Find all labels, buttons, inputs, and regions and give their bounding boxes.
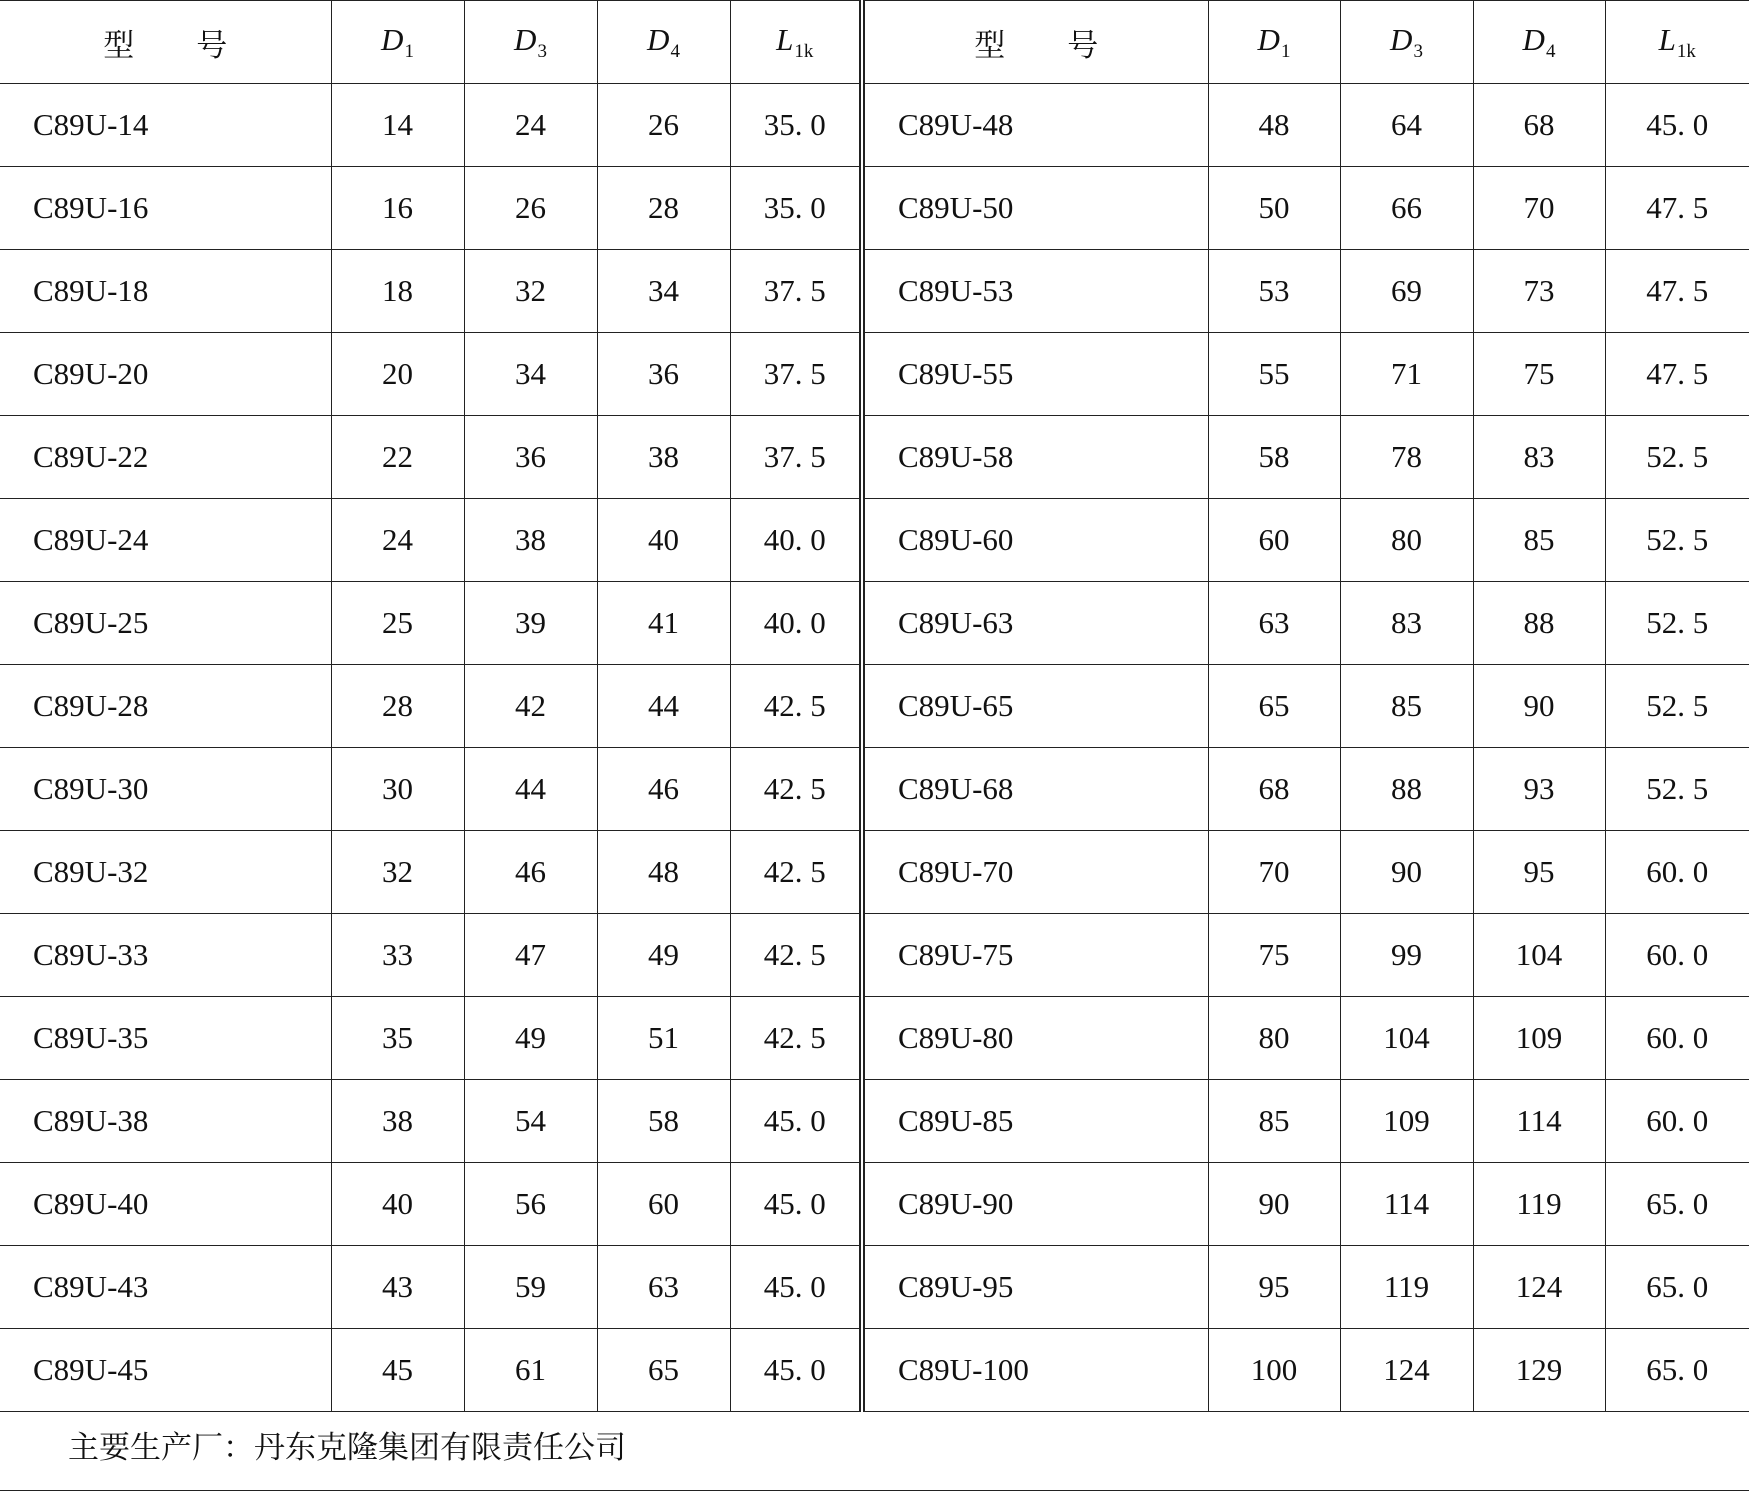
left-d3-cell: 36 bbox=[464, 416, 597, 499]
left-l1k-cell: 42. 5 bbox=[730, 665, 862, 748]
right-l1k-cell: 52. 5 bbox=[1605, 499, 1749, 582]
table-row bbox=[0, 416, 1749, 499]
right-d3-cell: 66 bbox=[1340, 167, 1473, 250]
left-d1-cell: 20 bbox=[331, 333, 464, 416]
table-row bbox=[0, 1163, 1749, 1246]
left-model-cell: C89U-16 bbox=[0, 167, 331, 250]
right-l1k-cell: 47. 5 bbox=[1605, 333, 1749, 416]
right-d1-cell: 90 bbox=[1208, 1163, 1340, 1246]
right-l1k-cell: 45. 0 bbox=[1605, 84, 1749, 167]
table-row bbox=[0, 582, 1749, 665]
right-model-cell: C89U-95 bbox=[862, 1246, 1208, 1329]
left-l1k-cell: 45. 0 bbox=[730, 1246, 862, 1329]
right-l1k-cell: 65. 0 bbox=[1605, 1329, 1749, 1412]
header-model-left: 型 号 bbox=[0, 1, 331, 84]
left-d1-cell: 18 bbox=[331, 250, 464, 333]
table-row bbox=[0, 997, 1749, 1080]
left-model-cell: C89U-40 bbox=[0, 1163, 331, 1246]
right-model-cell: C89U-85 bbox=[862, 1080, 1208, 1163]
right-d3-cell: 119 bbox=[1340, 1246, 1473, 1329]
header-d1-left: $D_1$ bbox=[331, 1, 464, 84]
left-d1-cell: 40 bbox=[331, 1163, 464, 1246]
table-row bbox=[0, 1080, 1749, 1163]
right-l1k-cell: 52. 5 bbox=[1605, 582, 1749, 665]
right-model-cell: C89U-65 bbox=[862, 665, 1208, 748]
right-model-cell: C89U-58 bbox=[862, 416, 1208, 499]
right-l1k-cell: 47. 5 bbox=[1605, 167, 1749, 250]
left-d1-cell: 38 bbox=[331, 1080, 464, 1163]
left-d1-cell: 28 bbox=[331, 665, 464, 748]
left-l1k-cell: 37. 5 bbox=[730, 416, 862, 499]
left-d1-cell: 45 bbox=[331, 1329, 464, 1412]
left-d1-cell: 30 bbox=[331, 748, 464, 831]
table-row bbox=[0, 748, 1749, 831]
right-d1-cell: 65 bbox=[1208, 665, 1340, 748]
right-l1k-cell: 60. 0 bbox=[1605, 831, 1749, 914]
table-row bbox=[0, 84, 1749, 167]
left-d3-cell: 32 bbox=[464, 250, 597, 333]
table-body bbox=[0, 84, 1749, 1412]
left-d4-cell: 40 bbox=[597, 499, 730, 582]
table-row bbox=[0, 333, 1749, 416]
left-l1k-cell: 40. 0 bbox=[730, 499, 862, 582]
table-row bbox=[0, 1246, 1749, 1329]
right-l1k-cell: 60. 0 bbox=[1605, 914, 1749, 997]
right-model-cell: C89U-53 bbox=[862, 250, 1208, 333]
right-d4-cell: 129 bbox=[1473, 1329, 1605, 1412]
right-model-cell: C89U-60 bbox=[862, 499, 1208, 582]
left-d4-cell: 38 bbox=[597, 416, 730, 499]
left-model-cell: C89U-18 bbox=[0, 250, 331, 333]
left-d1-cell: 33 bbox=[331, 914, 464, 997]
left-d3-cell: 59 bbox=[464, 1246, 597, 1329]
left-model-cell: C89U-38 bbox=[0, 1080, 331, 1163]
left-d4-cell: 41 bbox=[597, 582, 730, 665]
left-d4-cell: 51 bbox=[597, 997, 730, 1080]
left-model-cell: C89U-25 bbox=[0, 582, 331, 665]
left-l1k-cell: 37. 5 bbox=[730, 333, 862, 416]
right-d3-cell: 109 bbox=[1340, 1080, 1473, 1163]
left-d1-cell: 14 bbox=[331, 84, 464, 167]
right-model-cell: C89U-70 bbox=[862, 831, 1208, 914]
right-d1-cell: 75 bbox=[1208, 914, 1340, 997]
left-d1-cell: 22 bbox=[331, 416, 464, 499]
left-l1k-cell: 45. 0 bbox=[730, 1329, 862, 1412]
left-d3-cell: 38 bbox=[464, 499, 597, 582]
header-l1k-left: $L_{1k}$ bbox=[730, 1, 862, 84]
header-d1-right: $D_1$ bbox=[1208, 1, 1340, 84]
right-d4-cell: 95 bbox=[1473, 831, 1605, 914]
header-model-right: 型 号 bbox=[862, 1, 1208, 84]
left-d1-cell: 25 bbox=[331, 582, 464, 665]
left-d4-cell: 63 bbox=[597, 1246, 730, 1329]
left-d4-cell: 65 bbox=[597, 1329, 730, 1412]
left-d1-cell: 24 bbox=[331, 499, 464, 582]
right-d3-cell: 88 bbox=[1340, 748, 1473, 831]
right-d3-cell: 124 bbox=[1340, 1329, 1473, 1412]
header-d4-left: $D_4$ bbox=[597, 1, 730, 84]
left-d1-cell: 32 bbox=[331, 831, 464, 914]
right-l1k-cell: 52. 5 bbox=[1605, 665, 1749, 748]
left-d1-cell: 35 bbox=[331, 997, 464, 1080]
right-d4-cell: 124 bbox=[1473, 1246, 1605, 1329]
right-d3-cell: 85 bbox=[1340, 665, 1473, 748]
left-d1-cell: 16 bbox=[331, 167, 464, 250]
left-model-cell: C89U-45 bbox=[0, 1329, 331, 1412]
right-l1k-cell: 60. 0 bbox=[1605, 1080, 1749, 1163]
right-d4-cell: 93 bbox=[1473, 748, 1605, 831]
right-d3-cell: 69 bbox=[1340, 250, 1473, 333]
left-d3-cell: 49 bbox=[464, 997, 597, 1080]
left-model-cell: C89U-30 bbox=[0, 748, 331, 831]
left-d3-cell: 56 bbox=[464, 1163, 597, 1246]
right-d4-cell: 109 bbox=[1473, 997, 1605, 1080]
right-d1-cell: 85 bbox=[1208, 1080, 1340, 1163]
left-l1k-cell: 45. 0 bbox=[730, 1163, 862, 1246]
right-d3-cell: 78 bbox=[1340, 416, 1473, 499]
left-l1k-cell: 35. 0 bbox=[730, 84, 862, 167]
left-d3-cell: 44 bbox=[464, 748, 597, 831]
right-d4-cell: 73 bbox=[1473, 250, 1605, 333]
right-d1-cell: 55 bbox=[1208, 333, 1340, 416]
left-l1k-cell: 35. 0 bbox=[730, 167, 862, 250]
right-d4-cell: 90 bbox=[1473, 665, 1605, 748]
right-model-cell: C89U-90 bbox=[862, 1163, 1208, 1246]
manufacturer-note: 主要生产厂：丹东克隆集团有限责任公司 bbox=[0, 1409, 1749, 1491]
table-row bbox=[0, 250, 1749, 333]
left-l1k-cell: 42. 5 bbox=[730, 831, 862, 914]
right-d1-cell: 48 bbox=[1208, 84, 1340, 167]
right-d4-cell: 114 bbox=[1473, 1080, 1605, 1163]
left-model-cell: C89U-32 bbox=[0, 831, 331, 914]
left-d4-cell: 36 bbox=[597, 333, 730, 416]
right-d1-cell: 60 bbox=[1208, 499, 1340, 582]
right-d4-cell: 104 bbox=[1473, 914, 1605, 997]
left-d3-cell: 47 bbox=[464, 914, 597, 997]
header-d4-right: $D_4$ bbox=[1473, 1, 1605, 84]
right-d3-cell: 114 bbox=[1340, 1163, 1473, 1246]
right-l1k-cell: 65. 0 bbox=[1605, 1246, 1749, 1329]
right-d4-cell: 75 bbox=[1473, 333, 1605, 416]
table-row bbox=[0, 665, 1749, 748]
left-l1k-cell: 45. 0 bbox=[730, 1080, 862, 1163]
right-model-cell: C89U-50 bbox=[862, 167, 1208, 250]
left-l1k-cell: 42. 5 bbox=[730, 748, 862, 831]
right-model-cell: C89U-63 bbox=[862, 582, 1208, 665]
right-d1-cell: 50 bbox=[1208, 167, 1340, 250]
left-l1k-cell: 42. 5 bbox=[730, 997, 862, 1080]
left-d4-cell: 26 bbox=[597, 84, 730, 167]
right-d3-cell: 99 bbox=[1340, 914, 1473, 997]
left-l1k-cell: 37. 5 bbox=[730, 250, 862, 333]
header-d3-left: $D_3$ bbox=[464, 1, 597, 84]
header-d3-right: $D_3$ bbox=[1340, 1, 1473, 84]
left-d4-cell: 48 bbox=[597, 831, 730, 914]
right-d1-cell: 80 bbox=[1208, 997, 1340, 1080]
right-l1k-cell: 60. 0 bbox=[1605, 997, 1749, 1080]
left-d3-cell: 46 bbox=[464, 831, 597, 914]
left-d4-cell: 60 bbox=[597, 1163, 730, 1246]
left-l1k-cell: 42. 5 bbox=[730, 914, 862, 997]
table-row bbox=[0, 831, 1749, 914]
right-l1k-cell: 65. 0 bbox=[1605, 1163, 1749, 1246]
right-d1-cell: 100 bbox=[1208, 1329, 1340, 1412]
left-model-cell: C89U-43 bbox=[0, 1246, 331, 1329]
left-d1-cell: 43 bbox=[331, 1246, 464, 1329]
left-model-cell: C89U-24 bbox=[0, 499, 331, 582]
left-d3-cell: 61 bbox=[464, 1329, 597, 1412]
right-d3-cell: 83 bbox=[1340, 582, 1473, 665]
left-d4-cell: 34 bbox=[597, 250, 730, 333]
table-row bbox=[0, 1329, 1749, 1412]
right-d3-cell: 104 bbox=[1340, 997, 1473, 1080]
left-d4-cell: 28 bbox=[597, 167, 730, 250]
right-d4-cell: 68 bbox=[1473, 84, 1605, 167]
right-l1k-cell: 47. 5 bbox=[1605, 250, 1749, 333]
left-d4-cell: 58 bbox=[597, 1080, 730, 1163]
right-d1-cell: 95 bbox=[1208, 1246, 1340, 1329]
right-model-cell: C89U-100 bbox=[862, 1329, 1208, 1412]
table-row bbox=[0, 167, 1749, 250]
right-model-cell: C89U-48 bbox=[862, 84, 1208, 167]
right-l1k-cell: 52. 5 bbox=[1605, 416, 1749, 499]
right-d4-cell: 119 bbox=[1473, 1163, 1605, 1246]
right-d3-cell: 71 bbox=[1340, 333, 1473, 416]
table-row bbox=[0, 914, 1749, 997]
left-d3-cell: 39 bbox=[464, 582, 597, 665]
right-model-cell: C89U-80 bbox=[862, 997, 1208, 1080]
right-d1-cell: 63 bbox=[1208, 582, 1340, 665]
right-d1-cell: 70 bbox=[1208, 831, 1340, 914]
left-l1k-cell: 40. 0 bbox=[730, 582, 862, 665]
right-d1-cell: 58 bbox=[1208, 416, 1340, 499]
left-model-cell: C89U-20 bbox=[0, 333, 331, 416]
right-d4-cell: 83 bbox=[1473, 416, 1605, 499]
left-model-cell: C89U-28 bbox=[0, 665, 331, 748]
left-d4-cell: 49 bbox=[597, 914, 730, 997]
header-l1k-right: $L_{1k}$ bbox=[1605, 1, 1749, 84]
left-model-cell: C89U-14 bbox=[0, 84, 331, 167]
right-d4-cell: 88 bbox=[1473, 582, 1605, 665]
right-model-cell: C89U-55 bbox=[862, 333, 1208, 416]
left-d3-cell: 34 bbox=[464, 333, 597, 416]
left-model-cell: C89U-22 bbox=[0, 416, 331, 499]
right-d3-cell: 64 bbox=[1340, 84, 1473, 167]
right-model-cell: C89U-68 bbox=[862, 748, 1208, 831]
right-d3-cell: 80 bbox=[1340, 499, 1473, 582]
right-d1-cell: 53 bbox=[1208, 250, 1340, 333]
left-d4-cell: 46 bbox=[597, 748, 730, 831]
right-d3-cell: 90 bbox=[1340, 831, 1473, 914]
right-d4-cell: 70 bbox=[1473, 167, 1605, 250]
left-model-cell: C89U-35 bbox=[0, 997, 331, 1080]
right-model-cell: C89U-75 bbox=[862, 914, 1208, 997]
left-d3-cell: 54 bbox=[464, 1080, 597, 1163]
left-d3-cell: 42 bbox=[464, 665, 597, 748]
table-row bbox=[0, 499, 1749, 582]
right-d1-cell: 68 bbox=[1208, 748, 1340, 831]
left-d4-cell: 44 bbox=[597, 665, 730, 748]
header-row bbox=[0, 1, 1749, 84]
right-d4-cell: 85 bbox=[1473, 499, 1605, 582]
right-l1k-cell: 52. 5 bbox=[1605, 748, 1749, 831]
left-d3-cell: 26 bbox=[464, 167, 597, 250]
left-d3-cell: 24 bbox=[464, 84, 597, 167]
left-model-cell: C89U-33 bbox=[0, 914, 331, 997]
